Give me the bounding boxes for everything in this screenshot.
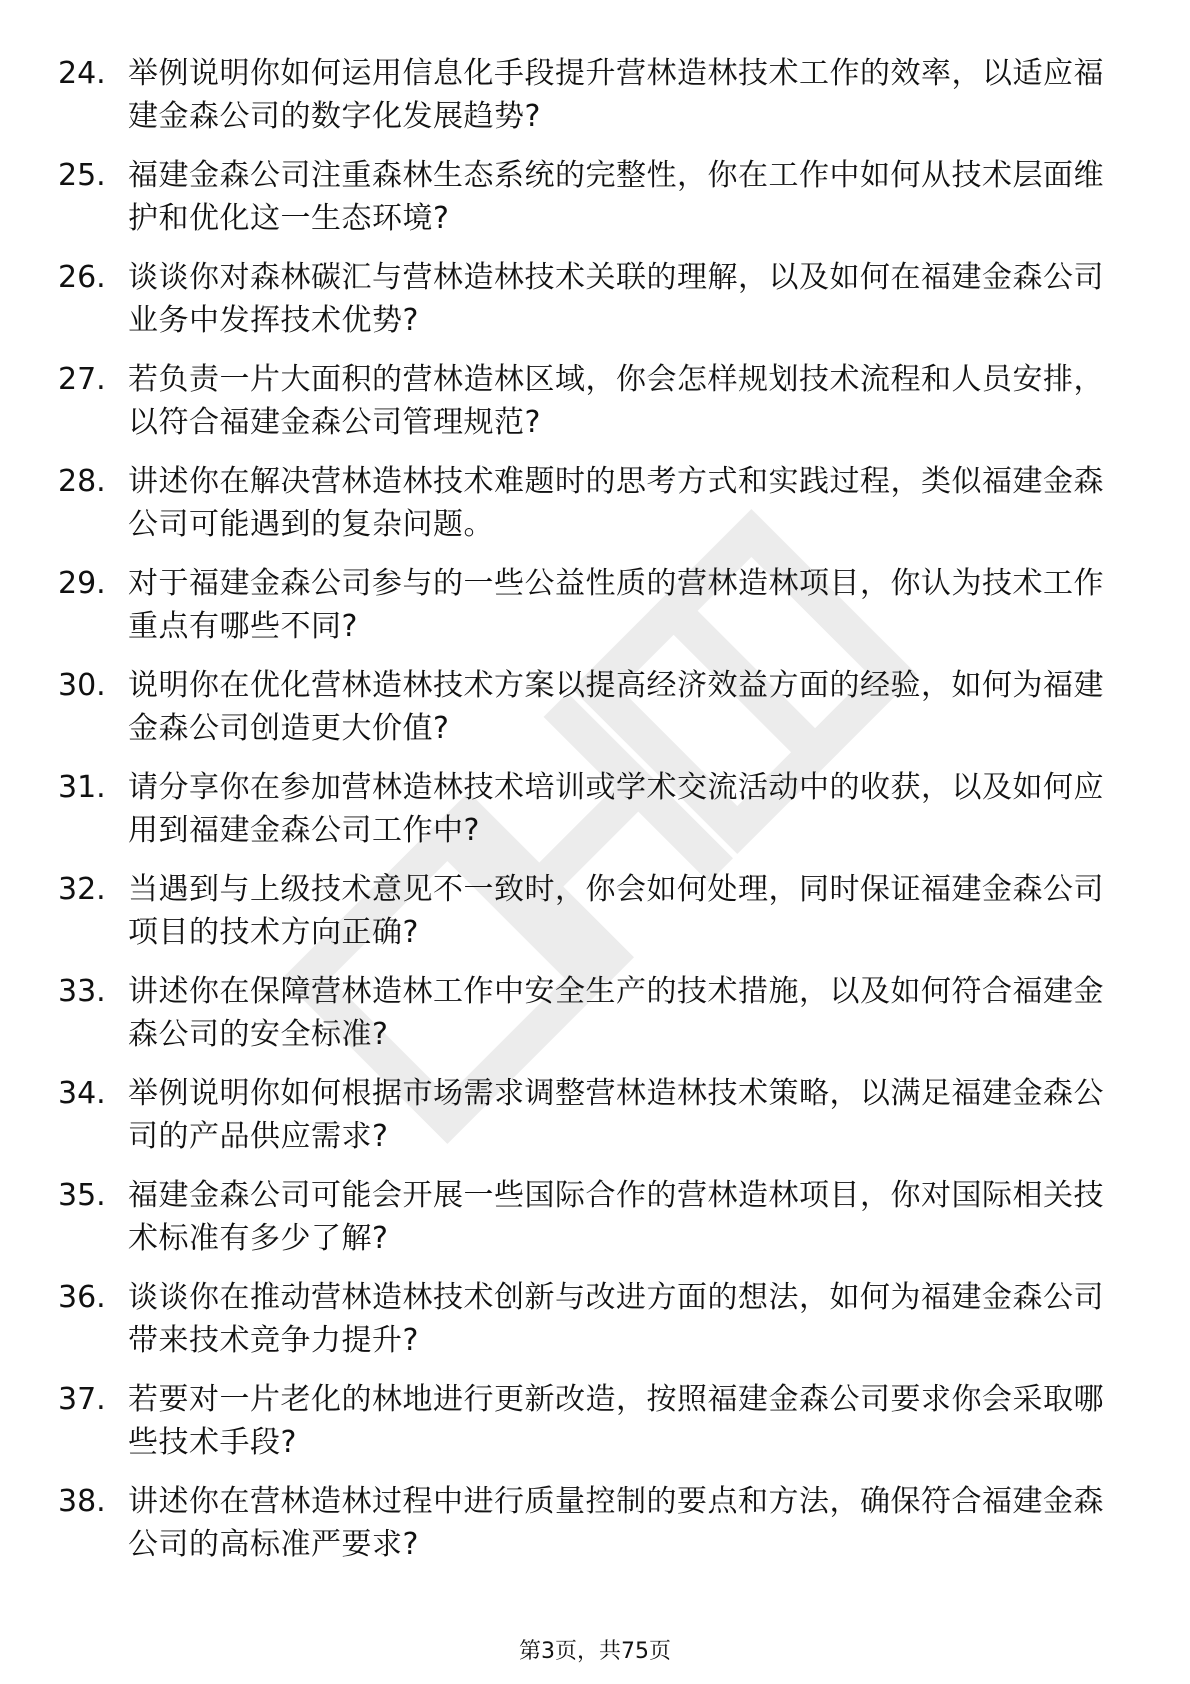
question-number: 32. bbox=[58, 872, 106, 907]
question-text: 若要对一片老化的林地进行更新改造，按照福建金森公司要求你会采取哪些技术手段? bbox=[128, 1382, 1104, 1460]
question-text: 说明你在优化营林造林技术方案以提高经济效益方面的经验，如何为福建金森公司创造更大价值? bbox=[128, 668, 1104, 746]
question-text: 当遇到与上级技术意见不一致时，你会如何处理，同时保证福建金森公司项目的技术方向正确? bbox=[128, 872, 1104, 950]
question-item bbox=[58, 868, 1118, 970]
question-text: 讲述你在保障营林造林工作中安全生产的技术措施，以及如何符合福建金森公司的安全标准? bbox=[128, 974, 1104, 1052]
question-text: 对于福建金森公司参与的一些公益性质的营林造林项目，你认为技术工作重点有哪些不同? bbox=[128, 566, 1104, 644]
question-number: 25. bbox=[58, 158, 106, 193]
question-item bbox=[58, 52, 1118, 154]
question-item bbox=[58, 664, 1118, 766]
question-item bbox=[58, 1072, 1118, 1174]
question-list bbox=[58, 52, 1118, 1582]
question-number: 34. bbox=[58, 1076, 106, 1111]
question-number: 37. bbox=[58, 1382, 106, 1417]
question-number: 29. bbox=[58, 566, 106, 601]
question-text: 谈谈你对森林碳汇与营林造林技术关联的理解，以及如何在福建金森公司业务中发挥技术优势? bbox=[128, 260, 1104, 338]
question-text: 举例说明你如何运用信息化手段提升营林造林技术工作的效率，以适应福建金森公司的数字化发展趋势? bbox=[128, 56, 1104, 134]
question-item bbox=[58, 256, 1118, 358]
question-item bbox=[58, 1378, 1118, 1480]
question-number: 24. bbox=[58, 56, 106, 91]
question-number: 27. bbox=[58, 362, 106, 397]
question-number: 30. bbox=[58, 668, 106, 703]
question-number: 33. bbox=[58, 974, 106, 1009]
question-text: 举例说明你如何根据市场需求调整营林造林技术策略，以满足福建金森公司的产品供应需求? bbox=[128, 1076, 1104, 1154]
question-number: 28. bbox=[58, 464, 106, 499]
question-number: 26. bbox=[58, 260, 106, 295]
question-item bbox=[58, 1480, 1118, 1582]
page-number-label: 第3页，共75页 bbox=[519, 1639, 671, 1664]
question-text: 福建金森公司可能会开展一些国际合作的营林造林项目，你对国际相关技术标准有多少了解? bbox=[128, 1178, 1104, 1256]
question-number: 36. bbox=[58, 1280, 106, 1315]
question-text: 讲述你在解决营林造林技术难题时的思考方式和实践过程，类似福建金森公司可能遇到的复杂问题。 bbox=[128, 464, 1104, 542]
question-number: 35. bbox=[58, 1178, 106, 1213]
question-number: 38. bbox=[58, 1484, 106, 1519]
question-item bbox=[58, 1276, 1118, 1378]
question-item bbox=[58, 970, 1118, 1072]
question-item bbox=[58, 154, 1118, 256]
question-item bbox=[58, 358, 1118, 460]
question-number: 31. bbox=[58, 770, 106, 805]
question-item bbox=[58, 1174, 1118, 1276]
question-item bbox=[58, 562, 1118, 664]
page-footer bbox=[0, 1638, 1190, 1666]
question-text: 谈谈你在推动营林造林技术创新与改进方面的想法，如何为福建金森公司带来技术竞争力提升? bbox=[128, 1280, 1104, 1358]
question-text: 若负责一片大面积的营林造林区域，你会怎样规划技术流程和人员安排，以符合福建金森公司管理规范? bbox=[128, 362, 1104, 440]
question-text: 讲述你在营林造林过程中进行质量控制的要点和方法，确保符合福建金森公司的高标准严要求? bbox=[128, 1484, 1104, 1562]
question-item bbox=[58, 766, 1118, 868]
question-item bbox=[58, 460, 1118, 562]
question-text: 福建金森公司注重森林生态系统的完整性，你在工作中如何从技术层面维护和优化这一生态环境? bbox=[128, 158, 1104, 236]
question-text: 请分享你在参加营林造林技术培训或学术交流活动中的收获，以及如何应用到福建金森公司工作中? bbox=[128, 770, 1104, 848]
